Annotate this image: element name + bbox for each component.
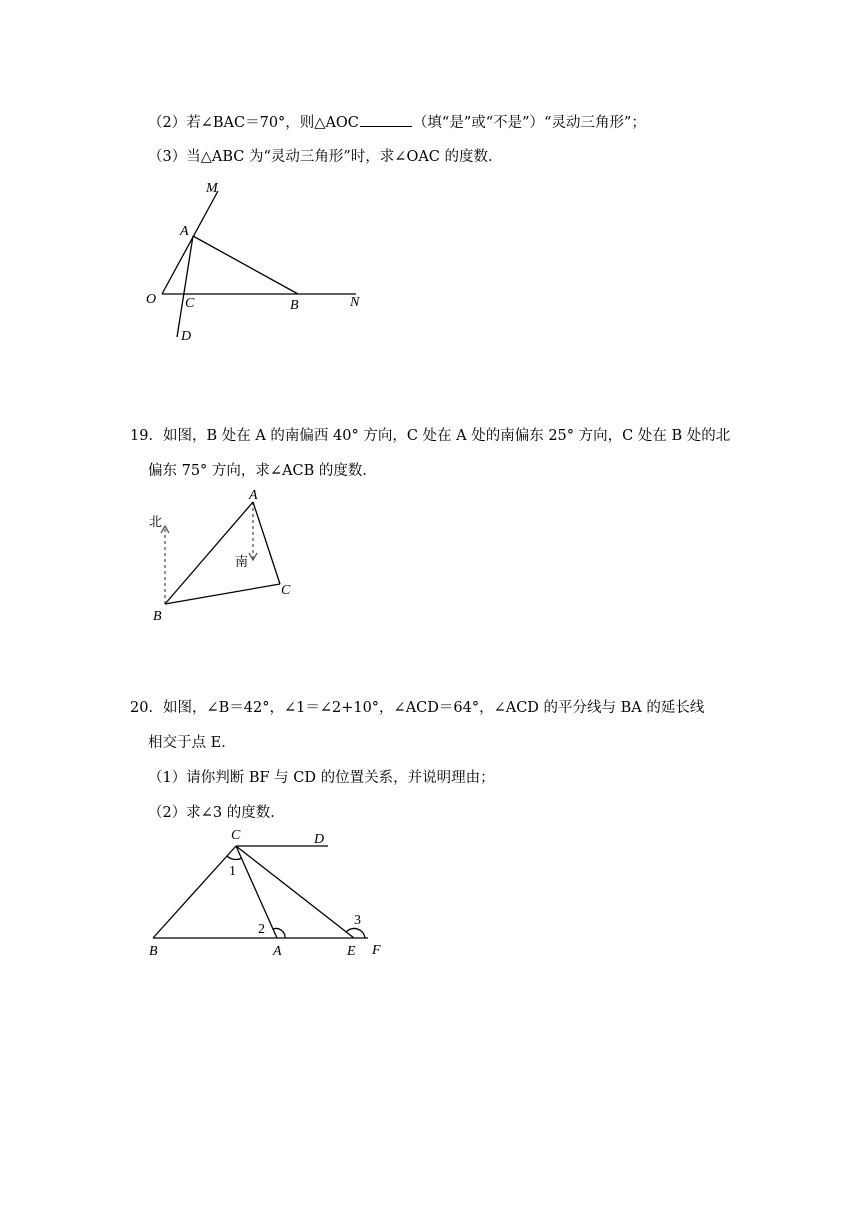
label-N: N (350, 295, 360, 310)
q20-line1: 20．如图，∠B＝42°，∠1＝∠2+10°，∠ACD＝64°，∠ACD 的平分线与 BA 的延长线 (130, 700, 705, 716)
label-B: B (153, 609, 162, 624)
label-O: O (146, 292, 157, 307)
label-north: 北 (149, 515, 163, 530)
label-C: C (231, 828, 241, 843)
q18-part2 (148, 112, 646, 133)
label-angle-3: 3 (354, 913, 361, 928)
segment-BC (165, 584, 280, 604)
label-F: F (372, 943, 381, 958)
label-angle-1: 1 (229, 864, 236, 879)
label-A: A (249, 488, 258, 503)
label-C: C (281, 583, 291, 598)
label-D: D (181, 329, 192, 344)
label-B: B (149, 944, 158, 959)
segment-CE (236, 846, 354, 938)
label-M: M (206, 181, 218, 196)
label-C: C (185, 296, 195, 311)
segment-AB (193, 236, 298, 294)
label-angle-2: 2 (258, 922, 265, 937)
answer-blank (360, 112, 412, 127)
label-A: A (273, 944, 282, 959)
label-D: D (314, 832, 325, 847)
q19-line2: 偏东 75° 方向，求∠ACB 的度数． (148, 463, 377, 479)
segment-AC (253, 502, 280, 584)
q20-part2: （2）求∠3 的度数． (148, 805, 285, 821)
ray-OM (162, 191, 218, 294)
label-south: 南 (235, 555, 249, 570)
q18-part2-pre: （2）若∠BAC＝70°，则△AOC (148, 115, 359, 131)
q18-part2-post: （填“是”或“不是”）“灵动三角形”； (412, 115, 646, 131)
segment-AB (165, 502, 253, 604)
label-E: E (347, 944, 356, 959)
q19-line1: 19．如图，B 处在 A 的南偏西 40° 方向，C 处在 A 处的南偏东 25° 方向，C 处在 B 处的北 (130, 428, 731, 444)
label-B: B (290, 298, 299, 313)
q19-figure (140, 485, 310, 630)
q18-part3: （3）当△ABC 为“灵动三角形”时，求∠OAC 的度数． (148, 149, 503, 165)
q20-figure (140, 825, 400, 965)
q18-figure (140, 175, 380, 350)
segment-BC (153, 846, 236, 938)
q20-part1: （1）请你判断 BF 与 CD 的位置关系，并说明理由； (148, 770, 495, 786)
angle-1-arc (227, 856, 242, 860)
label-A: A (180, 224, 189, 239)
q20-line2: 相交于点 E． (148, 735, 236, 751)
segment-CA (236, 846, 277, 938)
